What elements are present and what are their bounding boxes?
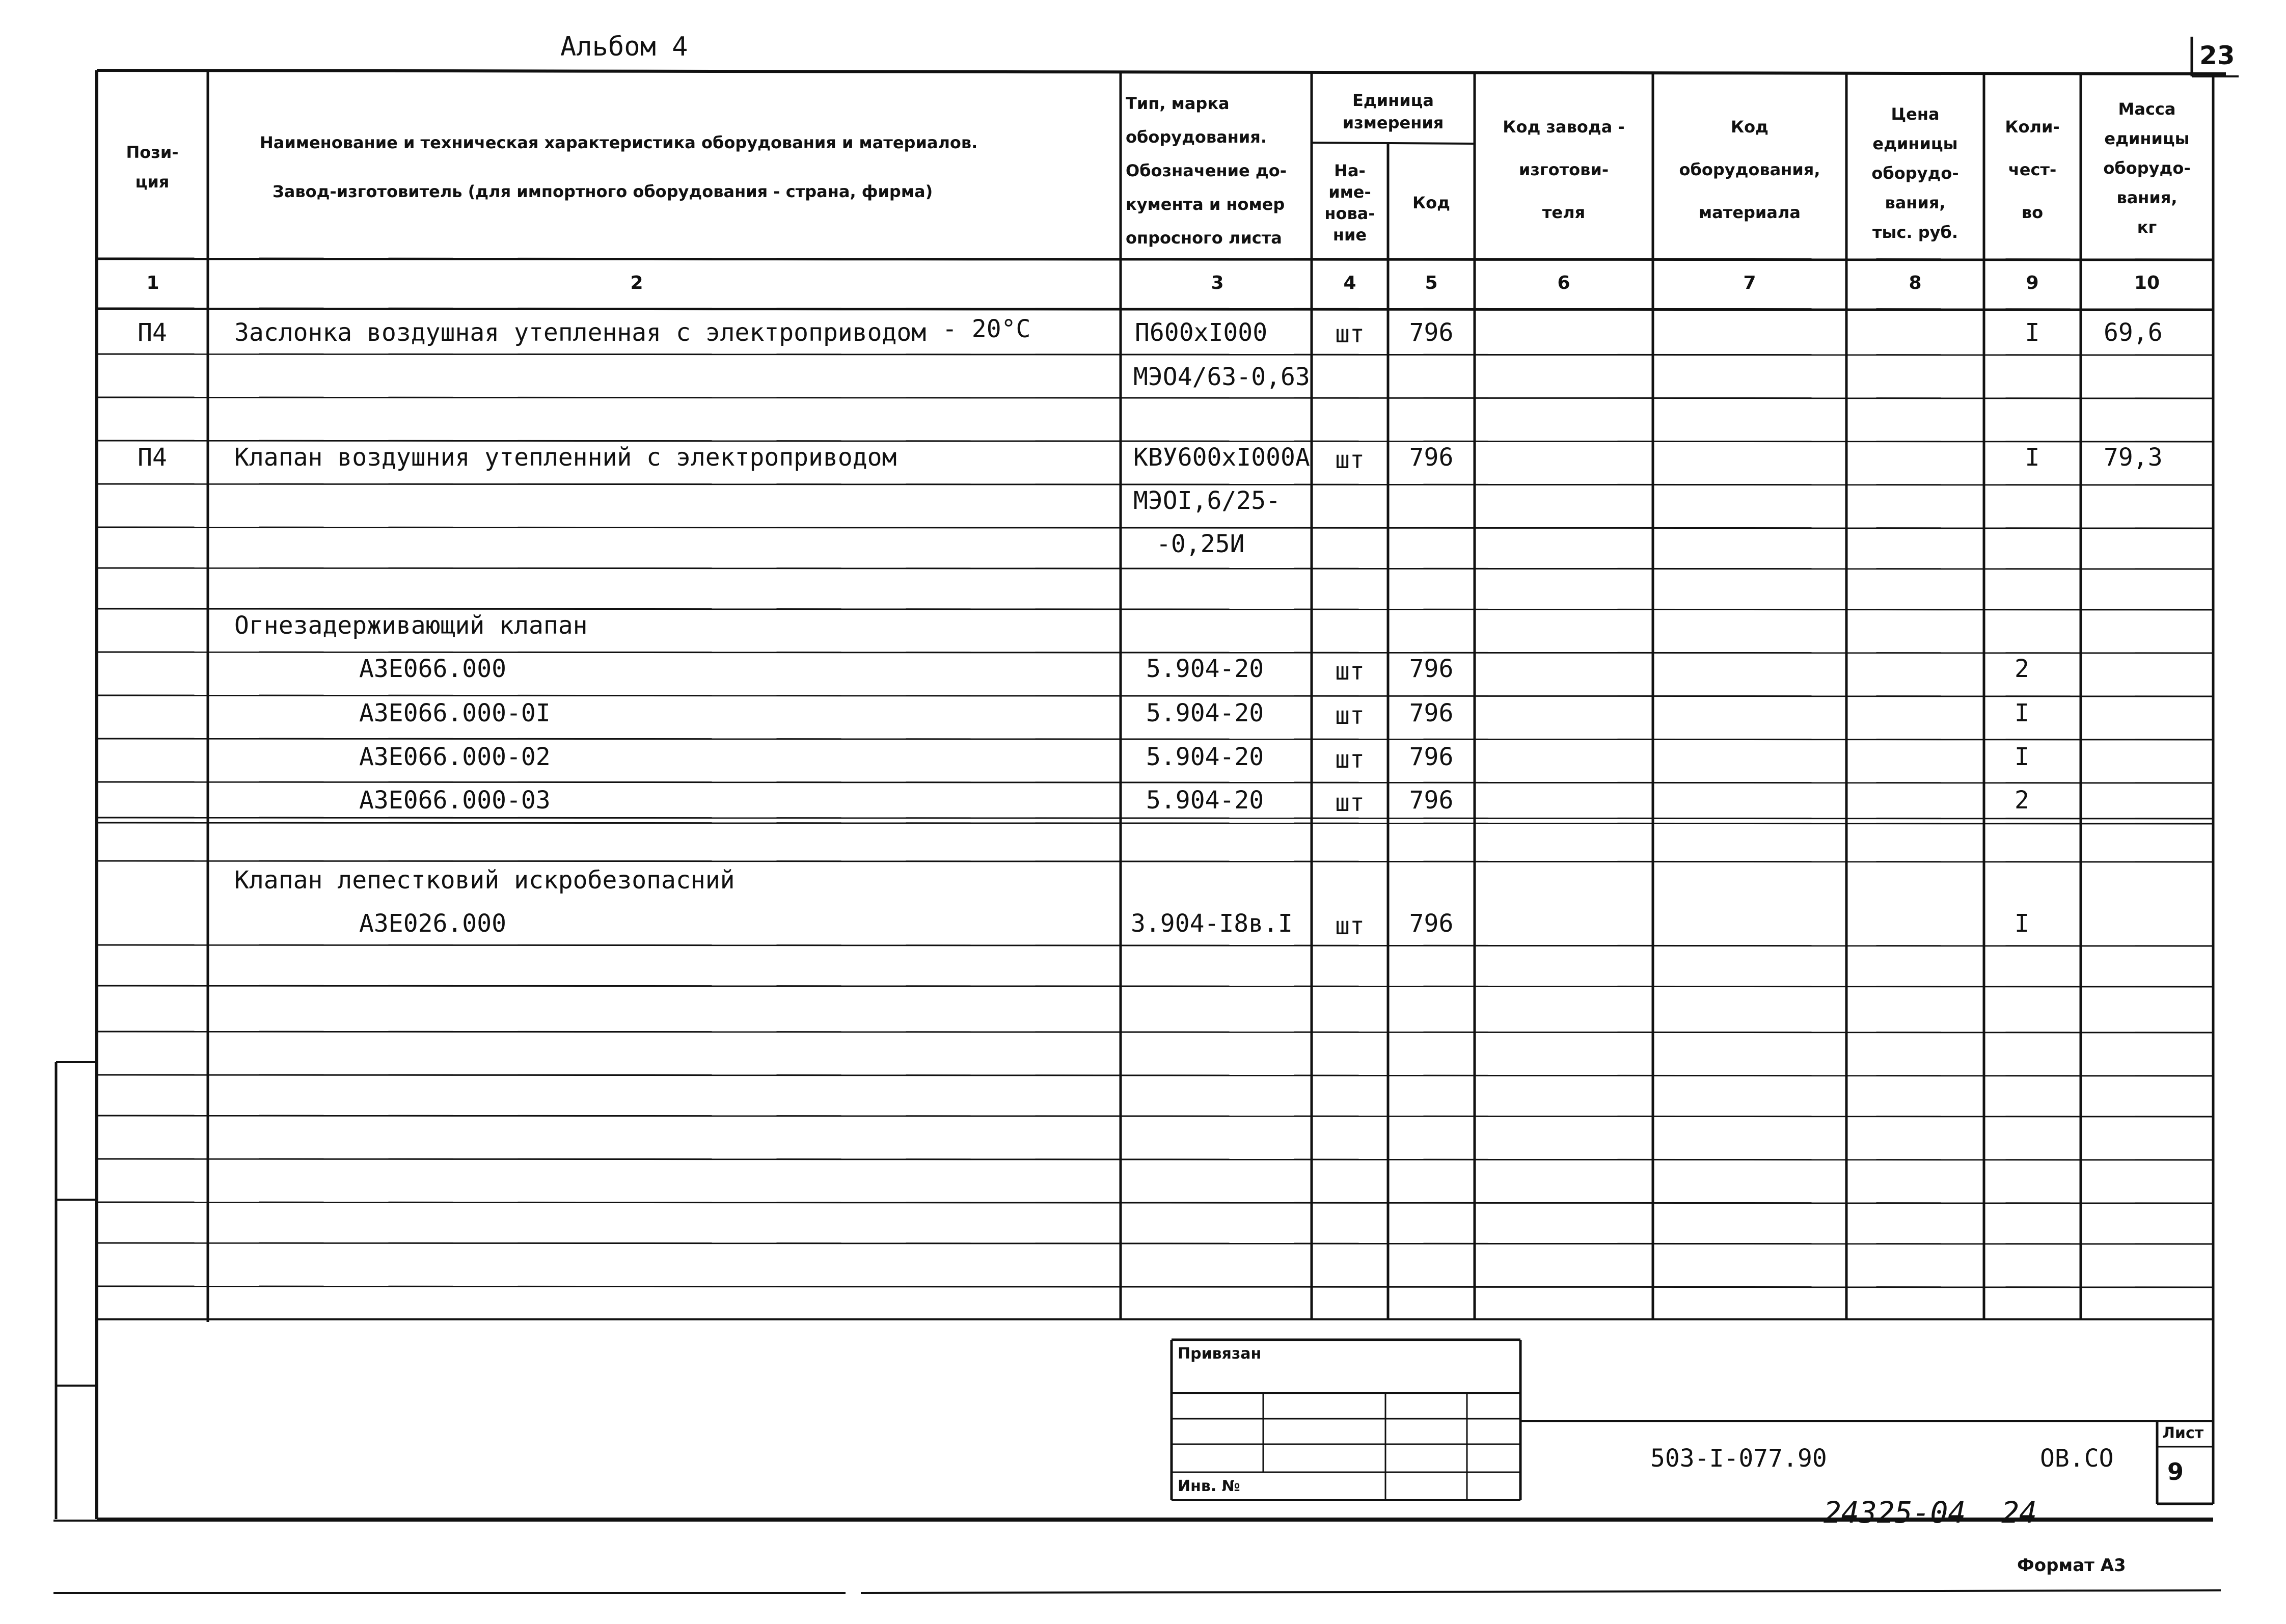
column-number: 8 bbox=[1909, 273, 1922, 293]
header-line: Наименование и техническая характеристика оборудования и материалов. bbox=[260, 132, 978, 152]
cell-unit: шт bbox=[1335, 657, 1365, 686]
header-line: Код завода - bbox=[1503, 117, 1625, 137]
header-line: Обозначение до- bbox=[1126, 161, 1287, 180]
header-line: единицы bbox=[1872, 134, 1958, 153]
column-number: 10 bbox=[2134, 273, 2160, 293]
header-line: Код bbox=[1412, 193, 1450, 212]
header-equipment-code bbox=[1653, 82, 1846, 257]
cell-type: -0,25И bbox=[1156, 530, 1245, 558]
cell-code: 796 bbox=[1409, 655, 1454, 683]
cell-code: 796 bbox=[1409, 786, 1454, 815]
header-unit-name bbox=[1312, 148, 1388, 257]
header-line: опросного листа bbox=[1126, 228, 1282, 248]
stamp-sheet-number: 9 bbox=[2167, 1458, 2184, 1485]
cell-position: П4 bbox=[138, 318, 167, 347]
header-line: Тип, марка bbox=[1126, 94, 1230, 113]
cell-code: 796 bbox=[1409, 443, 1454, 472]
cell-quantity: I bbox=[2025, 443, 2040, 472]
stamp-attached-label: Привязан bbox=[1178, 1345, 1262, 1363]
column-number: 2 bbox=[630, 273, 643, 293]
cell-type: КВУ600хI000А bbox=[1133, 443, 1310, 472]
header-type bbox=[1126, 87, 1312, 255]
header-line: ция bbox=[135, 172, 170, 192]
column-number: 7 bbox=[1743, 273, 1756, 293]
cell-quantity: 2 bbox=[2015, 786, 2029, 815]
header-line: кг bbox=[2137, 218, 2157, 237]
format-label: Формат А3 bbox=[2017, 1555, 2126, 1576]
header-line: оборудования, bbox=[1679, 159, 1820, 179]
header-line: вания, bbox=[1885, 193, 1946, 212]
header-line: име- bbox=[1328, 182, 1371, 202]
cell-type: 3.904-I8в.I bbox=[1131, 909, 1293, 938]
cell-type: МЭОI,6/25- bbox=[1133, 486, 1281, 515]
cell-name: АЗЕ026.000 bbox=[359, 909, 506, 938]
cell-type: П600хI000 bbox=[1135, 318, 1268, 347]
cell-code: 796 bbox=[1409, 699, 1454, 727]
header-line: На- bbox=[1334, 160, 1366, 180]
cell-type: 5.904-20 bbox=[1146, 699, 1264, 727]
header-position bbox=[97, 76, 208, 257]
header-line: чест- bbox=[2008, 159, 2057, 179]
cell-name: Клапан лепестковий искробезопасний bbox=[234, 866, 735, 895]
header-unit-code bbox=[1388, 148, 1475, 257]
header-line: Пози- bbox=[126, 142, 179, 162]
stamp-doc-code: 503-I-077.90 bbox=[1650, 1444, 1827, 1473]
page-number: 23 bbox=[2199, 41, 2235, 70]
header-mass bbox=[2081, 87, 2213, 250]
header-line: Цена bbox=[1891, 104, 1940, 124]
cell-unit: шт bbox=[1335, 446, 1365, 474]
header-line: кумента и номер bbox=[1126, 195, 1285, 214]
cell-name: АЗЕ066.000 bbox=[359, 655, 506, 683]
header-name bbox=[209, 76, 1121, 257]
column-number: 5 bbox=[1425, 273, 1438, 293]
cell-type: 5.904-20 bbox=[1146, 743, 1264, 771]
header-line: нова- bbox=[1324, 203, 1375, 223]
header-line: оборудования. bbox=[1126, 127, 1267, 147]
header-line: измерения bbox=[1342, 113, 1444, 132]
column-number: 6 bbox=[1557, 273, 1570, 293]
cell-quantity: I bbox=[2025, 318, 2040, 347]
cell-mass: 79,3 bbox=[2104, 443, 2163, 472]
header-manufacturer-code bbox=[1475, 82, 1653, 257]
cell-code: 796 bbox=[1409, 743, 1454, 771]
header-line: ние bbox=[1332, 225, 1367, 245]
column-number: 3 bbox=[1211, 273, 1224, 293]
cell-name: Клапан воздушния утепленний с электроприводом bbox=[234, 443, 897, 472]
column-number: 9 bbox=[2026, 273, 2039, 293]
header-unit-group bbox=[1312, 82, 1475, 142]
cell-name: АЗЕ066.000-0I bbox=[359, 699, 551, 727]
cell-unit: шт bbox=[1335, 701, 1365, 730]
header-line: вания, bbox=[2116, 188, 2178, 207]
header-quantity bbox=[1984, 82, 2081, 257]
cell-unit: шт bbox=[1335, 745, 1365, 774]
cell-type: МЭО4/63-0,63 bbox=[1133, 363, 1310, 391]
header-line: Завод-изготовитель (для импортного оборудования - страна, фирма) bbox=[273, 181, 933, 201]
cell-unit: шт bbox=[1335, 320, 1365, 348]
cell-code: 796 bbox=[1409, 318, 1454, 347]
album-title: Альбом 4 bbox=[560, 32, 688, 62]
header-line: оборудо- bbox=[1871, 164, 1959, 183]
stamp-sheet-label: Лист bbox=[2162, 1424, 2204, 1442]
cell-type: 5.904-20 bbox=[1146, 786, 1264, 815]
cell-name: Огнезадерживающий клапан bbox=[234, 611, 588, 640]
stamp-section: ОВ.СО bbox=[2040, 1444, 2114, 1473]
header-line: материала bbox=[1699, 202, 1801, 222]
header-line: единицы bbox=[2104, 129, 2190, 148]
header-line: Коли- bbox=[2005, 117, 2060, 137]
cell-position: П4 bbox=[138, 443, 167, 472]
header-line: Код bbox=[1731, 117, 1768, 137]
cell-quantity: I bbox=[2015, 699, 2029, 727]
column-number: 4 bbox=[1343, 273, 1356, 293]
cell-quantity: I bbox=[2015, 743, 2029, 771]
cell-name: АЗЕ066.000-03 bbox=[359, 786, 551, 815]
column-number: 1 bbox=[146, 273, 159, 293]
header-line: тыс. руб. bbox=[1872, 223, 1958, 242]
stamp-inv-label: Инв. № bbox=[1178, 1477, 1240, 1495]
header-price bbox=[1846, 92, 1984, 255]
cell-name: Заслонка воздушная утепленная с электроприводом bbox=[234, 318, 927, 347]
header-line: оборудо- bbox=[2103, 158, 2191, 178]
header-line: Единица bbox=[1352, 91, 1434, 110]
header-line: теля bbox=[1542, 202, 1586, 222]
cell-code: 796 bbox=[1409, 909, 1454, 938]
cell-unit: шт bbox=[1335, 789, 1365, 817]
cell-unit: шт bbox=[1335, 912, 1365, 940]
cell-name-note: - 20°С bbox=[942, 315, 1031, 343]
cell-mass: 69,6 bbox=[2104, 318, 2163, 347]
cell-name: АЗЕ066.000-02 bbox=[359, 743, 551, 771]
cell-quantity: I bbox=[2015, 909, 2029, 938]
cell-type: 5.904-20 bbox=[1146, 655, 1264, 683]
cell-quantity: 2 bbox=[2015, 655, 2029, 683]
header-line: Масса bbox=[2118, 99, 2176, 119]
archive-number: 24325-04 24 bbox=[1824, 1495, 2037, 1530]
header-line: во bbox=[2021, 202, 2044, 222]
header-line: изготови- bbox=[1518, 159, 1609, 179]
